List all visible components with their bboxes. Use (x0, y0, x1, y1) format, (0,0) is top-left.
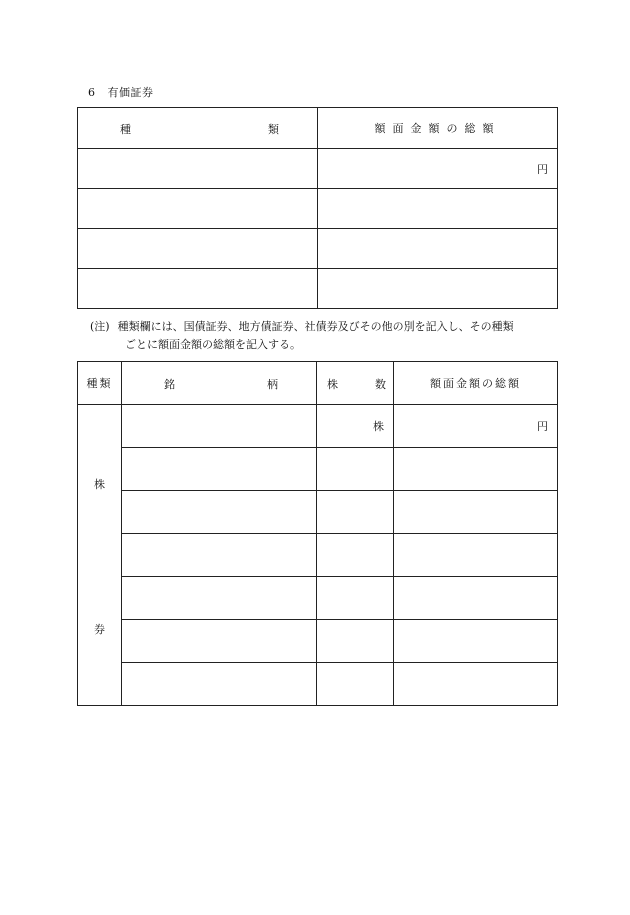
shares-cell[interactable] (317, 491, 394, 534)
header-kind: 種類 (78, 362, 122, 405)
header-face-value-total: 額面金額の総額 (394, 362, 558, 405)
amount-cell[interactable] (318, 229, 558, 269)
table-header-row (78, 108, 558, 149)
amount-cell[interactable] (394, 663, 558, 706)
amount-cell[interactable] (394, 577, 558, 620)
shares-cell[interactable] (317, 448, 394, 491)
table-row (78, 189, 558, 229)
section-heading (88, 84, 154, 100)
section-title: 有価証券 (107, 86, 154, 99)
amount-cell[interactable] (394, 620, 558, 663)
amount-cell[interactable] (394, 448, 558, 491)
note (90, 318, 560, 354)
header-kind-char-2: 類 (268, 123, 279, 136)
kind-cell[interactable] (78, 269, 318, 309)
shares-cell[interactable] (317, 534, 394, 577)
table-header-row (78, 362, 558, 405)
table-row (78, 534, 558, 577)
amount-cell[interactable] (394, 534, 558, 577)
table-row (78, 405, 558, 448)
table-row (78, 149, 558, 189)
header-brand-char-2: 柄 (267, 378, 278, 391)
header-face-value-total: 額面金額の総額 (318, 108, 558, 149)
kind-cell[interactable] (78, 229, 318, 269)
brand-cell[interactable] (122, 620, 317, 663)
amount-cell[interactable] (318, 189, 558, 229)
header-brand (122, 362, 317, 405)
shares-cell[interactable] (317, 577, 394, 620)
kind-char-2: 券 (94, 623, 105, 636)
header-kind (78, 108, 318, 149)
note-line-1: 種類欄には、国債証券、地方債証券、社債券及びその他の別を記入し、その種類 (117, 320, 514, 333)
header-shares (317, 362, 394, 405)
kind-cell[interactable] (78, 149, 318, 189)
kind-cell[interactable] (78, 189, 318, 229)
note-line-2: ごとに額面金額の総額を記入する。 (125, 338, 301, 351)
amount-cell[interactable] (318, 269, 558, 309)
shares-cell[interactable] (317, 405, 394, 448)
brand-cell[interactable] (122, 491, 317, 534)
kind-char-1: 株 (94, 478, 105, 491)
table-row (78, 448, 558, 491)
header-kind-char-1: 種 (120, 123, 131, 136)
amount-cell[interactable] (318, 149, 558, 189)
brand-cell[interactable] (122, 577, 317, 620)
table-row (78, 620, 558, 663)
yen-unit: 円 (537, 162, 548, 176)
stock-certificates-table (77, 361, 558, 706)
header-brand-char-1: 銘 (164, 378, 175, 391)
brand-cell[interactable] (122, 663, 317, 706)
brand-cell[interactable] (122, 534, 317, 577)
header-shares-char-1: 株 (327, 378, 338, 391)
note-label: (注) (90, 320, 110, 333)
yen-unit: 円 (537, 420, 548, 433)
brand-cell[interactable] (122, 405, 317, 448)
table-row (78, 663, 558, 706)
amount-cell[interactable] (394, 405, 558, 448)
brand-cell[interactable] (122, 448, 317, 491)
header-shares-char-2: 数 (375, 378, 386, 391)
table-row (78, 491, 558, 534)
securities-table (77, 107, 558, 309)
kind-cell-stock-certificate (78, 405, 122, 706)
shares-cell[interactable] (317, 663, 394, 706)
table-row (78, 229, 558, 269)
amount-cell[interactable] (394, 491, 558, 534)
section-number: 6 (88, 86, 96, 99)
table-row (78, 269, 558, 309)
table-row (78, 577, 558, 620)
shares-unit: 株 (373, 420, 384, 433)
shares-cell[interactable] (317, 620, 394, 663)
